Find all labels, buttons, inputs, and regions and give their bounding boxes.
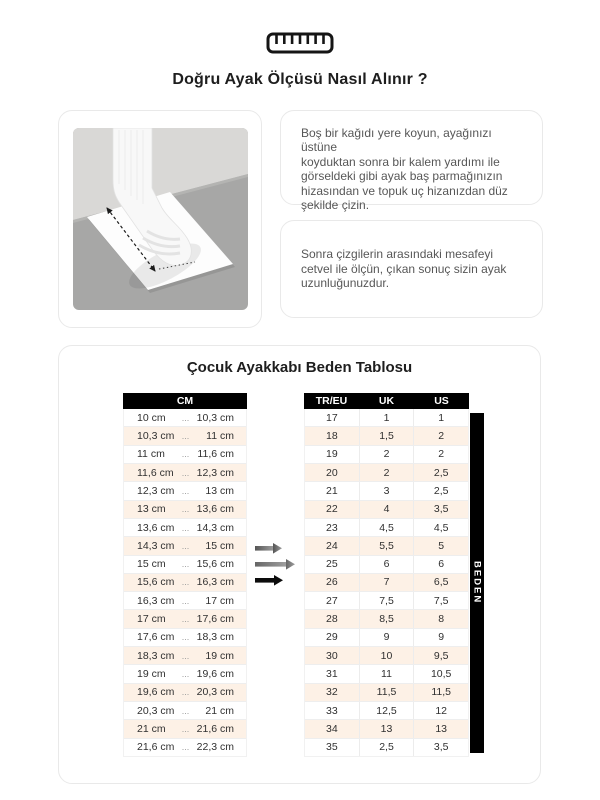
uk-value: 2	[360, 464, 415, 481]
range-dots: ...	[181, 504, 190, 515]
cm-from: 18,3 cm	[137, 649, 175, 662]
size-table-header	[304, 393, 469, 409]
cm-from: 17,6 cm	[137, 631, 175, 644]
cm-from: 15 cm	[137, 558, 166, 571]
size-table-body	[304, 409, 469, 757]
cm-table-row	[124, 409, 246, 427]
cm-to: 15,6 cm	[196, 558, 234, 571]
size-table-row	[305, 537, 468, 555]
cm-from: 12,3 cm	[137, 484, 175, 497]
cm-table-row	[124, 629, 246, 647]
instruction-step-1	[280, 110, 543, 213]
size-table-title: Çocuk Ayakkabı Beden Tablosu	[186, 359, 413, 376]
foot-measurement-photo	[73, 128, 248, 310]
us-value: 2,5	[433, 484, 449, 497]
uk-value: 9	[360, 629, 415, 646]
cm-to: 20,3 cm	[196, 686, 234, 699]
size-table-row	[305, 446, 468, 464]
tr-eu-value: 31	[305, 665, 360, 682]
cm-to: 17,6 cm	[196, 613, 234, 626]
uk-value: 4,5	[360, 519, 415, 536]
cm-from: 13,6 cm	[137, 521, 175, 534]
cm-table-row	[124, 647, 246, 665]
cm-table-header: CM	[123, 393, 247, 409]
text-line: uzunluğunuzdur.	[301, 276, 390, 291]
tr-eu-value: 35	[305, 739, 360, 756]
cm-to: 15 cm	[205, 539, 234, 552]
size-conversion-table	[304, 393, 469, 757]
cm-from: 21,6 cm	[137, 741, 175, 754]
header-uk: UK	[378, 395, 395, 407]
range-dots: ...	[181, 595, 190, 606]
cm-table-body	[123, 409, 247, 757]
cm-to: 19 cm	[205, 649, 234, 662]
cm-to: 18,3 cm	[196, 631, 234, 644]
cm-to: 11 cm	[206, 429, 234, 442]
cm-table-row	[124, 592, 246, 610]
cm-from: 13 cm	[137, 503, 166, 516]
uk-value: 7	[360, 574, 415, 591]
uk-value: 10	[360, 647, 415, 664]
range-dots: ...	[181, 430, 190, 441]
cm-from: 19,6 cm	[137, 686, 175, 699]
tr-eu-value: 22	[305, 501, 360, 518]
us-value: 10,5	[430, 668, 452, 681]
range-dots: ...	[181, 485, 190, 496]
uk-value: 1	[360, 409, 415, 426]
cm-table-row	[124, 574, 246, 592]
page-title: Doğru Ayak Ölçüsü Nasıl Alınır ?	[172, 71, 428, 88]
uk-value: 12,5	[360, 702, 415, 719]
cm-table-row	[124, 610, 246, 628]
us-value: 8	[438, 613, 445, 626]
tr-eu-value: 23	[305, 519, 360, 536]
header-tr-eu: TR/EU	[315, 395, 348, 407]
cm-table-row	[124, 739, 246, 756]
cm-table-row	[124, 427, 246, 445]
cm-table-row	[124, 482, 246, 500]
size-table-row	[305, 501, 468, 519]
size-table-row	[305, 556, 468, 574]
range-dots: ...	[181, 723, 190, 734]
range-dots: ...	[181, 669, 190, 680]
size-table-row	[305, 519, 468, 537]
cm-to: 14,3 cm	[196, 521, 234, 534]
us-value: 3,5	[433, 503, 449, 516]
us-value: 2	[438, 429, 445, 442]
cm-from: 11,6 cm	[137, 466, 174, 479]
text-line: şekilde çizin.	[301, 198, 370, 213]
tr-eu-value: 34	[305, 720, 360, 737]
foot-measurement-illustration	[73, 128, 248, 310]
us-value: 2,5	[433, 466, 449, 479]
tr-eu-value: 17	[305, 409, 360, 426]
cm-from: 15,6 cm	[137, 576, 175, 589]
range-dots: ...	[181, 577, 190, 588]
instruction-step-2	[280, 220, 543, 318]
us-value: 1	[438, 411, 445, 424]
cm-from: 19 cm	[137, 668, 166, 681]
ruler-icon	[0, 32, 600, 54]
instruction-step-1-text	[301, 126, 526, 212]
cm-to: 13,6 cm	[196, 503, 234, 516]
text-line: Sonra çizgilerin arasındaki mesafeyi	[301, 247, 494, 262]
cm-to: 22,3 cm	[196, 741, 234, 754]
cm-from: 14,3 cm	[137, 539, 175, 552]
cm-from: 10 cm	[137, 411, 166, 424]
range-dots: ...	[181, 705, 190, 716]
beden-side-label: BEDEN	[470, 413, 484, 753]
cm-table-row	[124, 702, 246, 720]
tr-eu-value: 28	[305, 610, 360, 627]
cm-table-row	[124, 519, 246, 537]
cm-from: 17 cm	[137, 613, 166, 626]
size-table-row	[305, 647, 468, 665]
cm-table-row	[124, 684, 246, 702]
range-dots: ...	[181, 412, 190, 423]
us-value: 9,5	[433, 649, 449, 662]
cm-table-row	[124, 537, 246, 555]
cm-to: 17 cm	[205, 594, 234, 607]
size-table-row	[305, 464, 468, 482]
us-value: 6,5	[433, 576, 449, 589]
range-dots: ...	[181, 632, 190, 643]
uk-value: 4	[360, 501, 415, 518]
range-dots: ...	[181, 559, 190, 570]
cm-to: 11,6 cm	[197, 448, 234, 461]
us-value: 12	[435, 704, 448, 717]
cm-table-row	[124, 556, 246, 574]
range-dots: ...	[181, 687, 190, 698]
cm-to: 13 cm	[205, 484, 234, 497]
tr-eu-value: 24	[305, 537, 360, 554]
range-dots: ...	[181, 540, 190, 551]
tr-eu-value: 30	[305, 647, 360, 664]
tr-eu-value: 33	[305, 702, 360, 719]
us-value: 2	[438, 448, 445, 461]
cm-to: 10,3 cm	[196, 411, 234, 424]
size-table-row	[305, 427, 468, 445]
size-table-row	[305, 610, 468, 628]
cm-table-row	[124, 446, 246, 464]
us-value: 5	[438, 539, 445, 552]
cm-from: 20,3 cm	[137, 704, 175, 717]
uk-value: 8,5	[360, 610, 415, 627]
cm-from: 16,3 cm	[137, 594, 175, 607]
us-value: 4,5	[433, 521, 449, 534]
uk-value: 7,5	[360, 592, 415, 609]
tr-eu-value: 27	[305, 592, 360, 609]
size-table-row	[305, 665, 468, 683]
cm-table-row	[124, 501, 246, 519]
size-table-card	[58, 345, 541, 784]
size-table-row	[305, 739, 468, 756]
size-table-row	[305, 629, 468, 647]
text-line: Boş bir kağıdı yere koyun, ayağınızı üstüne	[301, 126, 492, 155]
us-value: 9	[438, 631, 445, 644]
range-dots: ...	[181, 650, 190, 661]
cm-to: 16,3 cm	[196, 576, 234, 589]
tr-eu-value: 29	[305, 629, 360, 646]
us-value: 7,5	[433, 594, 449, 607]
uk-value: 13	[360, 720, 415, 737]
cm-table-row	[124, 720, 246, 738]
uk-value: 6	[360, 556, 415, 573]
uk-value: 1,5	[360, 427, 415, 444]
range-dots: ...	[181, 614, 190, 625]
cm-from: 10,3 cm	[137, 429, 175, 442]
range-dots: ...	[181, 449, 190, 460]
tr-eu-value: 21	[305, 482, 360, 499]
cm-from: 21 cm	[137, 722, 166, 735]
uk-value: 2,5	[360, 739, 415, 756]
text-line: cetvel ile ölçün, çıkan sonuç sizin ayak	[301, 261, 507, 276]
tr-eu-value: 20	[305, 464, 360, 481]
range-dots: ...	[181, 467, 190, 478]
uk-value: 5,5	[360, 537, 415, 554]
uk-value: 11,5	[360, 684, 415, 701]
us-value: 13	[435, 722, 448, 735]
uk-value: 11	[360, 665, 415, 682]
cm-table-row	[124, 464, 246, 482]
text-line: hizasından ve topuk uç hizanızdan düz	[301, 183, 508, 198]
tr-eu-value: 18	[305, 427, 360, 444]
cm-table-row	[124, 665, 246, 683]
size-table-row	[305, 684, 468, 702]
header-us: US	[434, 395, 449, 407]
uk-value: 3	[360, 482, 415, 499]
cm-to: 21 cm	[205, 704, 234, 717]
range-dots: ...	[181, 742, 190, 753]
size-table-row	[305, 574, 468, 592]
size-table-row	[305, 409, 468, 427]
us-value: 3,5	[433, 741, 449, 754]
size-table-row	[305, 592, 468, 610]
size-table-row	[305, 720, 468, 738]
range-dots: ...	[181, 522, 190, 533]
tr-eu-value: 25	[305, 556, 360, 573]
text-line: koyduktan sonra bir kalem yardımı ile	[301, 154, 500, 169]
ruler-icon	[266, 32, 334, 54]
instruction-step-2-text	[301, 247, 526, 290]
cm-from: 11 cm	[137, 448, 165, 461]
cm-to: 12,3 cm	[196, 466, 234, 479]
tr-eu-value: 32	[305, 684, 360, 701]
uk-value: 2	[360, 446, 415, 463]
tr-eu-value: 19	[305, 446, 360, 463]
measurement-photo-card	[58, 110, 262, 328]
us-value: 11,5	[431, 686, 452, 699]
tr-eu-value: 26	[305, 574, 360, 591]
text-line: görseldeki gibi ayak baş parmağınızın	[301, 169, 503, 184]
conversion-arrows-icon	[255, 543, 301, 587]
us-value: 6	[438, 558, 445, 571]
size-table-row	[305, 702, 468, 720]
cm-to: 19,6 cm	[196, 668, 234, 681]
cm-table	[123, 393, 247, 757]
size-table-row	[305, 482, 468, 500]
cm-to: 21,6 cm	[196, 722, 234, 735]
